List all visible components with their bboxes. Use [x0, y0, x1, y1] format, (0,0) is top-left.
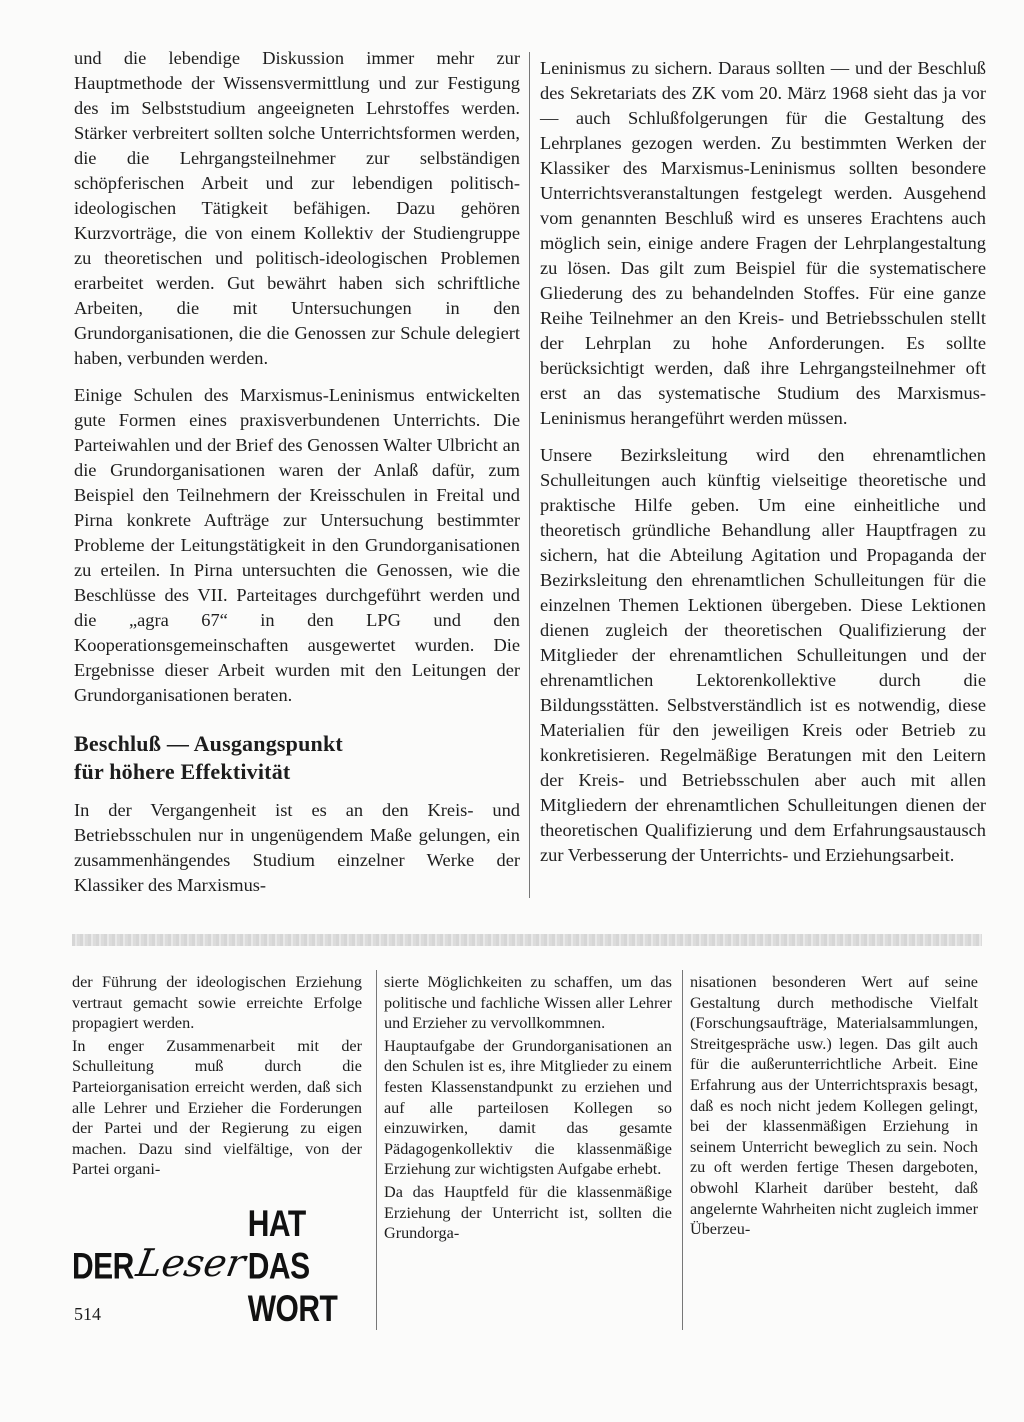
logo-word-der: DER [72, 1245, 134, 1287]
column-divider [682, 970, 683, 1330]
paragraph: Einige Schulen des Marxismus-Leninismus entwickelten gute Formen eines praxisverbundenen Unterrichts. Die Parteiwahlen und der Brief des Genossen Walter Ulbricht an die Grundorganisationen waren der Anlaß dafür, zum Beispiel den Teilnehmern der Kreisschulen in Freital und Pirna konkrete Aufträge zur Untersuchung bestimmter Probleme der Leitungstätigkeit in den Grundorganisationen zu erteilen. In Pirna untersuchten die Genossen, wie die Beschlüsse des VII. Parteitages durchgeführt werden und die „agra 67“ in den LPG und den Kooperationsgemeinschaften ausgewertet wurden. Die Ergebnisse dieser Arbeit wurden mit den Leitungen der Grundorganisationen beraten. [74, 385, 520, 705]
bottom-column-3 [690, 972, 978, 1242]
paragraph: Unsere Bezirksleitung wird den ehrenamtlichen Schulleitungen auch künftig vielseitige theoretische und praktische Hilfe geben. Um eine einheitliche und theoretisch gründliche Behandlung aller Hauptfragen zu sichern, hat die Abteilung Agitation und Propaganda der Bezirksleitung den ehrenamtlichen Schulleitungen für die einzelnen Themen Lektionen übergeben. Diese Lektionen dienen zugleich der theoretischen Qualifizierung der Mitglieder der ehrenamtlichen Schulleitungen und der ehrenamtlichen Lektorenkollektive durch die Bildungsstätten. Selbstverständlich ist es notwendig, diese Materialien für den jeweiligen Kreis oder Betrieb zu konkretisieren. Regelmäßige Beratungen mit den Leitern der Kreis- und Betriebsschulen aber auch mit allen Mitgliedern der ehrenamtlichen Schulleitungen dienen der theoretischen Qualifizierung und dem Erfahrungsaustausch zur Verbesserung der Unterrichts- und Erziehungsarbeit. [540, 445, 986, 865]
paragraph: nisationen besonderen Wert auf seine Gestaltung durch methodische Vielfalt (Forschungsaufträge, Materialsammlungen, Streitgespräche usw.) legen. Das gilt auch für die außerunterrichtliche Arbeit. Eine Erfahrung aus der Unterrichtspraxis besagt, daß es noch nicht jedem Kollegen gelingt, bei der klassenmäßigen Erziehung in seinem Unterricht beweglich zu sein. Noch zu oft werden fertige Thesen dargeboten, obwohl Klarheit darüber besteht, daß angelernte Wahrheiten nicht zugleich immer Überzeu- [690, 973, 978, 1239]
paragraph: und die lebendige Diskussion immer mehr zur Hauptmethode der Wissensvermittlung und zur Festigung des im Selbststudium angeeigneten Lehrstoffes werden. Stärker verbreitert sollten solche Unterrichtsformen werden, die die Lehrgangsteilnehmer zur selbständigen schöpferischen Arbeit und zur lebendigen politisch-ideologischen Tätigkeit befähigen. Dazu gehören Kurzvorträge, die von einem Kollektiv der Studiengruppe zu theoretischen und politisch-ideologischen Problemen erarbeitet werden. Gut bewährt haben sich schriftliche Arbeiten, die mit Untersuchungen in den Grundorganisationen, die die Genossen zur Schule delegiert haben, verbunden werden. [74, 48, 520, 368]
top-right-column [540, 56, 986, 880]
logo-script-leser: Leser [132, 1241, 249, 1285]
logo-word-hat-das-wort: HAT DAS WORT [247, 1203, 338, 1330]
section-heading-line-1: Beschluß — Ausgangspunkt [74, 731, 343, 756]
column-divider [529, 52, 530, 898]
paragraph: In enger Zusammenarbeit mit der Schulleitung muß durch die Parteiorganisation erreicht werden, daß sich alle Lehrer und Erzieher die Forderungen der Partei und der Regierung zu eigen machen. Dazu sind vielfältige, von der Partei organi- [72, 1036, 362, 1179]
paragraph: der Führung der ideologischen Erziehung vertraut gemacht sowie erreichte Erfolge propagiert werden. [72, 973, 362, 1033]
section-separator-band [72, 934, 982, 946]
paragraph: Hauptaufgabe der Grundorganisationen an den Schulen ist es, ihre Mitglieder zu einem festen Klassenstandpunkt zu erziehen und auf alle parteilosen Kollegen so einzuwirken, damit das gesamte Pädagogenkollektiv die klassenmäßige Erziehung zur wichtigsten Aufgabe erhebt. [384, 1036, 672, 1179]
section-heading [74, 730, 520, 786]
paragraph: Leninismus zu sichern. Daraus sollten — und der Beschluß des Sekretariats des ZK vom 20. März 1968 sieht das ja vor — auch Schlußfolgerungen für die Gestaltung des Lehrplanes gezogen werden. Zu bestimmten Werken der Klassiker des Marxismus-Leninismus sollten besondere Unterrichtsveranstaltungen festgelegt werden. Ausgehend vom genannten Beschluß wird es unseres Erachtens auch möglich sein, einige andere Fragen der Lehrplangestaltung zu lösen. Das gilt zum Beispiel für die systematischere Gliederung des zu behandelnden Stoffes. Für eine ganze Reihe Teilnehmer an den Kreis- und Betriebsschulen stellt der Lehrplan zu hohe Anforderungen. Es sollte berücksichtigt werden, daß ihre Lehrgangsteilnehmer oft erst an das systematische Studium des Marxismus-Leninismus herangeführt werden müssen. [540, 58, 986, 428]
bottom-column-1 [72, 972, 362, 1182]
paragraph: In der Vergangenheit ist es an den Kreis- und Betriebsschulen nur in ungenügendem Maße gelungen, ein zusammenhängendes Studium einzelner Werke der Klassiker des Marxismus- [74, 800, 520, 895]
page-number: 514 [74, 1304, 101, 1324]
top-left-column [74, 46, 520, 910]
paragraph: sierte Möglichkeiten zu schaffen, um das politische und fachliche Wissen aller Lehrer und Erzieher zu vervollkommnen. [384, 973, 672, 1033]
section-heading-line-2: für höhere Effektivität [74, 759, 291, 784]
bottom-column-2 [384, 972, 672, 1246]
paragraph: Da das Hauptfeld für die klassenmäßige Erziehung der Unterricht ist, sollten die Grundorga- [384, 1182, 672, 1243]
column-divider [376, 970, 377, 1330]
